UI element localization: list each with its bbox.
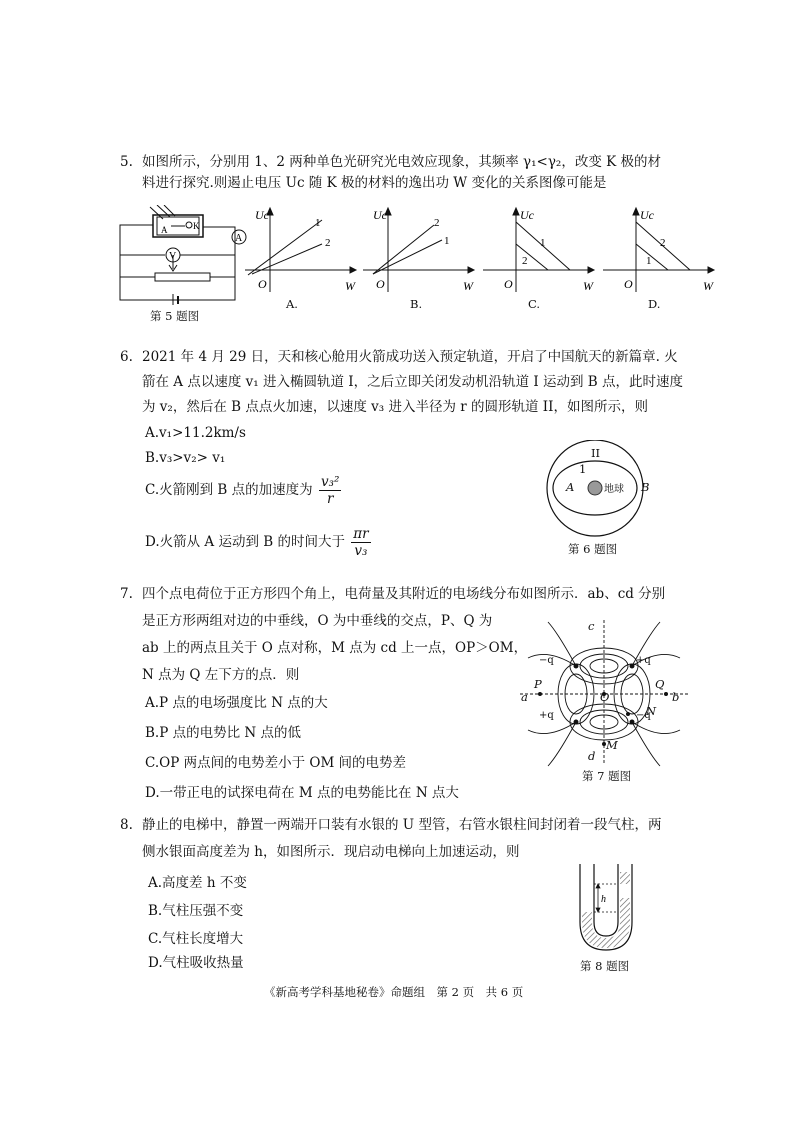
q7-label-q-tl: −q [539,655,554,666]
q6-option-d-numerator: πr [353,526,369,542]
q7-label-q-br: −q [636,710,651,721]
q8-stem-line1: 静止的电梯中，静置一两端开口装有水银的 U 型管，右管水银柱间封闭着一段气柱，两 [142,817,662,833]
q7-label-q: Q [655,677,665,691]
q8-option-c: C.气柱长度增大 [148,931,244,947]
q6-fig-caption: 第 6 题图 [568,542,618,556]
q5-stem-line1: 如图所示，分别用 1、2 两种单色光研究光电效应现象，其频率 γ₁<γ₂，改变 K 极的材 [142,154,661,170]
q6-label-a: A [566,480,575,494]
q5-stem-line2: 料进行探究.则遏止电压 Uc 随 K 极的材料的逸出功 W 变化的关系图像可能是 [142,175,607,191]
q7-label-m: M [606,738,618,752]
q7-fig-caption: 第 7 题图 [582,769,632,783]
q7-number: 7. [120,586,133,602]
q6-stem-line2: 箭在 A 点以速度 v₁ 进入椭圆轨道 I，之后立即关闭发动机沿轨道 I 运动到 B 点，此时速度 [142,374,683,390]
q7-label-n: N [646,704,657,718]
page-footer: 《新高考学科基地秘卷》命题组 第 2 页 共 6 页 [264,985,524,999]
q5-option-d: D. [648,297,661,311]
q8-number: 8. [120,817,133,833]
q7-option-c: C.OP 两点间的电势差小于 OM 间的电势差 [145,755,407,771]
q7-option-a: A.P 点的电场强度比 N 点的大 [145,695,328,711]
q7-label-c: c [588,619,595,633]
q8-option-d: D.气柱吸收热量 [148,955,244,971]
q5-option-a: A. [286,297,298,311]
q6-option-c-denominator: r [326,491,334,507]
q6-option-d [145,526,371,559]
q5-option-c: C. [528,297,541,311]
graph-c-line2: 2 [522,255,528,267]
q6-label-b: B [641,480,650,494]
graph-a-line2: 2 [325,237,331,249]
q6-option-d-denominator: v₃ [354,543,368,559]
q5-graph-b [358,200,478,295]
q7-label-a: a [521,690,528,704]
q6-option-c-fraction [319,474,341,507]
q6-stem-line3: 为 v₂，然后在 B 点点火加速，以速度 v₃ 进入半径为 r 的圆形轨道 II，如图所示，则 [142,399,648,415]
q6-option-b: B.v₃>v₂> v₁ [145,450,226,466]
q8-fig-caption: 第 8 题图 [580,959,630,973]
circuit-k-label: K [193,221,200,231]
graph-b-line1: 1 [444,235,450,247]
q7-option-d: D.一带正电的试探电荷在 M 点的电势能比在 N 点大 [145,785,459,801]
graph-a-y-label: Uc [255,208,269,222]
graph-d-y-label: Uc [640,208,654,222]
graph-b-origin: O [376,277,385,291]
q6-stem-line1: 2021 年 4 月 29 日，天和核心舱用火箭成功送入预定轨道，开启了中国航天的新篇章. 火 [142,349,678,365]
q7-option-b: B.P 点的电势比 N 点的低 [145,725,301,741]
q8-option-b: B.气柱压强不变 [148,903,244,919]
graph-b-x-label: W [463,279,473,293]
q7-label-q-bl: +q [539,710,554,721]
graph-a-line1: 1 [315,217,321,229]
q5-graph-a [240,200,360,295]
q8-u-tube-figure [574,862,644,952]
graph-d-x-label: W [703,279,713,293]
q7-stem-line4: N 点为 Q 左下方的点．则 [142,667,300,683]
q5-fig-caption: 第 5 题图 [150,309,200,323]
q6-label-orbit2: II [591,446,601,460]
graph-d-origin: O [624,277,633,291]
q6-option-c-text: C.火箭刚到 B 点的加速度为 [145,482,313,498]
q5-circuit-figure [115,205,250,305]
q6-number: 6. [120,349,133,365]
q8-stem-line2: 侧水银面高度差为 h，如图所示．现启动电梯向上加速运动，则 [142,844,520,860]
q6-label-orbit1: 1 [579,462,587,476]
q7-label-o: O [600,690,610,704]
q5-option-b: B. [410,297,423,311]
graph-d-line1: 1 [646,255,652,267]
ammeter-label: A [235,233,243,244]
q8-label-h: h [601,894,606,905]
q6-option-d-fraction [351,526,370,559]
graph-c-line1: 1 [540,237,546,249]
graph-a-x-label: W [345,279,355,293]
q5-graph-c [478,200,598,295]
q7-label-q-tr: +q [636,655,651,666]
q6-option-a: A.v₁>11.2km/s [145,425,246,441]
q6-option-d-text: D.火箭从 A 运动到 B 的时间大于 [145,534,345,550]
q8-option-a: A.高度差 h 不变 [148,875,247,891]
q7-label-p: P [534,677,542,691]
graph-b-y-label: Uc [373,208,387,222]
graph-a-origin: O [258,277,267,291]
graph-b-line2: 2 [434,217,440,229]
graph-c-x-label: W [583,279,593,293]
voltmeter-label: V [169,251,177,262]
q7-stem-line2: 是正方形两组对边的中垂线，O 为中垂线的交点，P、Q 为 [142,613,493,629]
q5-graph-d [598,200,718,295]
graph-d-line2: 2 [660,237,666,249]
q7-stem-line3: ab 上的两点且关于 O 点对称，M 点为 cd 上一点，OP＞OM， [142,640,528,656]
q7-stem-line1: 四个点电荷位于正方形四个角上，电荷量及其附近的电场线分布如图所示．ab、cd 分别 [142,586,666,602]
q7-label-d: d [588,749,596,763]
q7-label-b: b [672,690,680,704]
graph-c-y-label: Uc [520,208,534,222]
q6-option-c [145,474,341,507]
circuit-a-label: A [161,225,168,235]
q5-number: 5. [120,154,133,170]
q6-label-earth: 地球 [604,484,624,495]
q6-option-c-numerator: v₃² [320,474,340,490]
graph-c-origin: O [504,277,513,291]
